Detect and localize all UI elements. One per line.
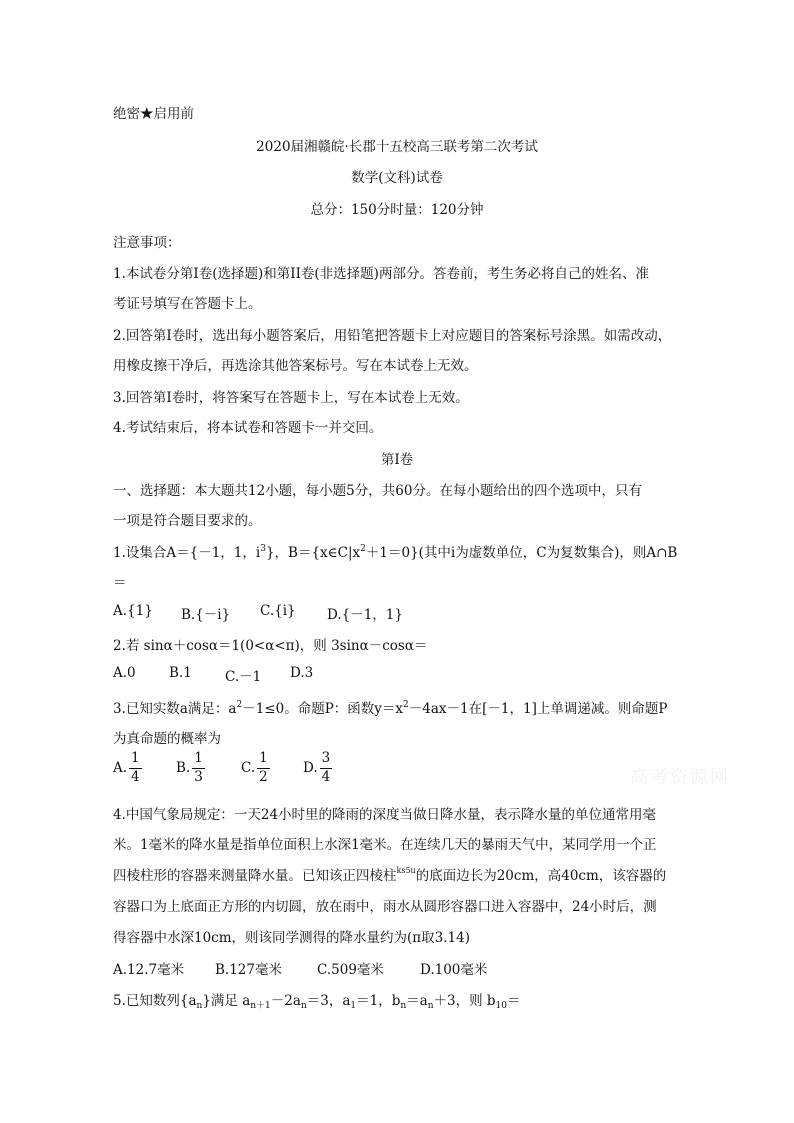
option-b: B.{－i} [181, 607, 231, 623]
subject-title: 数学(文科)试卷 [351, 170, 443, 186]
option-c: C.{i} [260, 603, 296, 619]
question-4-line-4: 容器口为上底面正方形的内切圆，放在雨中，雨水从圆形容器口进入容器中，24小时后，测 [113, 899, 657, 915]
exam-title: 2020届湘赣皖·长郡十五校高三联考第二次考试 [256, 139, 538, 155]
option-c: C.509毫米 [317, 962, 384, 978]
watermark-mark: ks5u [396, 866, 416, 875]
fraction: $\frac{1}{4}$ [131, 750, 140, 785]
question-2-stem: 2.若 sinα＋cosα＝1(0<α<π)，则 3sinα－cosα＝ [113, 638, 428, 654]
option-a: A.0 [113, 665, 136, 681]
fraction: $\frac{3}{4}$ [321, 750, 331, 785]
option-c: C. $\frac{1}{2}$ [241, 750, 268, 785]
option-c: C.－1 [225, 669, 262, 685]
option-b: B. $\frac{1}{3}$ [176, 750, 203, 785]
note-1a: 1.本试卷分第I卷(选择题)和第II卷(非选择题)两部分。答卷前，考生务必将自己的姓名、准 [113, 266, 649, 282]
option-b: B.1 [169, 665, 192, 681]
notes-heading: 注意事项： [113, 235, 181, 251]
note-3: 3.回答第I卷时，将答案写在答题卡上，写在本试卷上无效。 [113, 390, 469, 406]
option-d: D.{－1，1} [327, 607, 403, 623]
question-4-line-2: 米。1毫米的降水量是指单位面积上水深1毫米。在连续几天的暴雨天气中，某同学用一个正 [113, 837, 657, 853]
note-2b: 用橡皮擦干净后，再选涂其他答案标号。写在本试卷上无效。 [113, 358, 478, 374]
option-a: A. $\frac{1}{4}$ [113, 750, 140, 785]
fraction: $\frac{1}{2}$ [259, 750, 268, 785]
question-4-line-3: 四棱柱形的容器来测量降水量。已知该正四棱柱$^{ks5u}$的底面边长为20cm，高40cm，该容器的 [113, 866, 667, 884]
option-a: A.{1} [113, 603, 153, 619]
question-4-line-1: 4.中国气象局规定：一天24小时里的降雨的深度当做日降水量，表示降水量的单位通常用毫 [113, 807, 657, 823]
section-instructions-a: 一、选择题：本大题共12小题，每小题5分，共60分。在每小题给出的四个选项中，只有 [113, 483, 642, 499]
question-1-stem-cont: ＝ [113, 575, 127, 591]
question-5-stem: 5.已知数列$\{a_n\}$满足 $a_{n+1}-2a_n=3$，$a_1=1$，$b_n=a_n+3$，则 $b_{10}=$ [113, 993, 521, 1011]
question-1-stem: 1.设集合A＝{－1，1，$i^3$}，$B=\{x\in C|x^2+1=0\}$(其中i为虚数单位，C为复数集合)，则A∩B [113, 544, 678, 561]
exam-meta: 总分：150分时量：120分钟 [310, 202, 484, 218]
note-2a: 2.回答第I卷时，选出每小题答案后，用铅笔把答题卡上对应题目的答案标号涂黑。如需改动， [113, 328, 672, 344]
question-3-stem: 3.已知实数a满足：$a^2-1\le 0$。命题P：函数$y=x^2-4ax-1$在[－1，1]上单调递减。则命题P [113, 700, 668, 717]
option-d: D.3 [290, 665, 314, 681]
section-instructions-b: 一项是符合题目要求的。 [113, 513, 262, 529]
option-d: D.100毫米 [420, 962, 488, 978]
option-d: D. $\frac{3}{4}$ [303, 750, 331, 785]
part-heading: 第I卷 [380, 452, 414, 468]
option-a: A.12.7毫米 [113, 962, 185, 978]
question-3-stem-cont: 为真命题的概率为 [113, 731, 221, 747]
secret-label: 绝密★启用前 [113, 106, 194, 122]
note-1b: 考证号填写在答题卡上。 [113, 296, 262, 312]
question-4-line-5: 得容器中水深10cm，则该同学测得的降水量约为(π取3.14) [113, 930, 471, 946]
note-4: 4.考试结束后，将本试卷和答题卡一并交回。 [113, 420, 383, 436]
option-b: B.127毫米 [215, 962, 282, 978]
fraction: $\frac{1}{3}$ [194, 750, 203, 785]
watermark: 高考资源网 [630, 767, 730, 788]
